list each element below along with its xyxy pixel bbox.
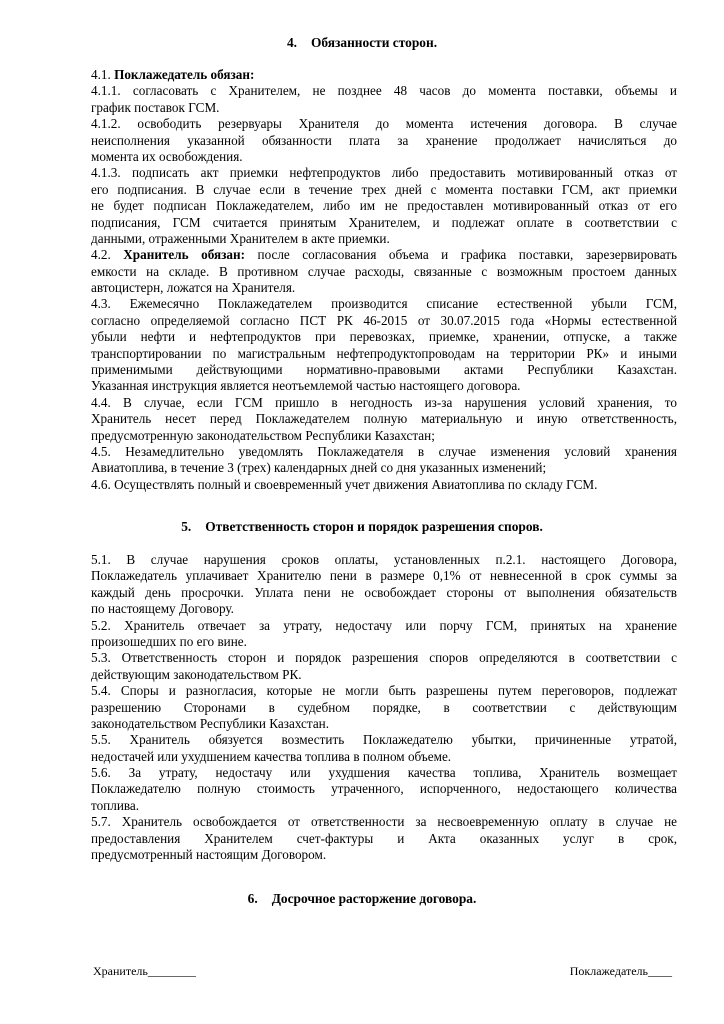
bold-term: Хранитель обязан: <box>123 247 246 263</box>
paragraph-line: топлива. <box>91 797 140 813</box>
section-title: Обязанности сторон. <box>310 35 438 50</box>
paragraph-line: 5.4. Споры и разногласия, которые не могли быть разрешены путем переговоров, подлежат <box>91 683 677 699</box>
paragraph-line: 4.1.3. подписать акт приемки нефтепродуктов либо предоставить мотивированный отказ от <box>91 165 677 181</box>
section-4-body <box>91 67 677 493</box>
paragraph-line: убыли нефти и нефтепродуктов при перевозках, приемке, хранении, отпуске, а также <box>91 329 677 345</box>
paragraph-line: 5.7. Хранитель освобождается от ответственности за несвоевременную оплату в случае не <box>91 814 677 830</box>
paragraph-line: 4.1.1. согласовать с Хранителем, не позднее 48 часов до момента поставки, объемы и <box>91 83 677 99</box>
signature-right: Поклажедатель____ <box>569 964 672 978</box>
paragraph-line: автоцистерн, ложатся на Хранителя. <box>91 280 296 296</box>
paragraph-line: каждый день просрочки. Уплата пени не освобождает стороны от выполнения обязательств <box>91 584 677 600</box>
bold-term: Поклажедатель обязан: <box>114 67 255 82</box>
paragraph-line: 4.3. Ежемесячно Поклажедателем производится списание естественной убыли ГСМ, <box>91 296 677 312</box>
paragraph-line: произошедших по его вине. <box>91 633 247 649</box>
paragraph-line: по настоящему Договору. <box>91 601 234 617</box>
paragraph-line: 5.5. Хранитель обязуется возместить Поклажедателю убытки, причиненные утратой, <box>91 732 677 748</box>
paragraph-line: 4.2. Хранитель обязан: после согласования объема и графика поставки, зарезервировать <box>91 247 677 263</box>
paragraph-line: 4.5. Незамедлительно уведомлять Поклажедателя в случае изменения условий хранения <box>91 443 677 459</box>
section-5-body <box>91 552 677 863</box>
signature-left: Хранитель________ <box>93 964 196 978</box>
paragraph-line: данными, отраженными Хранителем в акте приемки. <box>91 230 390 246</box>
section-number: 6. <box>247 891 258 906</box>
paragraph-line: график поставок ГСМ. <box>91 99 220 115</box>
paragraph-line: не будет подписан Поклажедателем, либо им не предоставлен мотивированный отказ от его <box>91 198 677 214</box>
paragraph-line: 4.6. Осуществлять полный и своевременный учет движения Авиатоплива по складу ГСМ. <box>91 476 598 492</box>
section-5-heading <box>0 518 724 535</box>
paragraph-line: 5.1. В случае нарушения сроков оплаты, установленных п.2.1. настоящего Договора, <box>91 552 677 567</box>
paragraph-line: момента их освобождения. <box>91 148 243 164</box>
paragraph-line: его подписания. В случае если в течение трех дней с момента поставки ГСМ, акт приемки <box>91 181 677 197</box>
paragraph-line: 5.6. За утрату, недостачу или ухудшения качества топлива, Хранитель возмещает <box>91 765 677 781</box>
paragraph-line: предусмотренную законодательством Республики Казахстан; <box>91 427 435 443</box>
section-4-heading <box>0 34 724 51</box>
paragraph-line: 5.2. Хранитель отвечает за утрату, недостачу или порчу ГСМ, принятых на хранение <box>91 617 677 633</box>
paragraph-line: 5.3. Ответственность сторон и порядок разрешения споров определяются в соответствии с <box>91 650 677 666</box>
paragraph-line: 4.1. Поклажедатель обязан: <box>91 67 255 82</box>
paragraph-line: неисполнения указанной обязанности плата за хранение продолжает начисляться до <box>91 132 677 148</box>
paragraph-line: предусмотренный настоящим Договором. <box>91 847 327 863</box>
section-6-heading <box>0 890 724 907</box>
paragraph-line: емкости на складе. В противном случае расходы, связанные с возможным простоем данных <box>91 263 677 279</box>
paragraph-line: Поклажедателю полную стоимость утраченного, испорченного, недостающего количества <box>91 781 677 797</box>
paragraph-line: Хранитель несет перед Поклажедателем полную материальную и иную ответственность, <box>91 411 677 427</box>
paragraph-line: транспортировании по магистральным нефтепродуктопроводам на территории РК» и иными <box>91 345 677 361</box>
paragraph-line: применимыми действующими нормативно-правовыми актами Республики Казахстан. <box>91 362 677 378</box>
paragraph-line: согласно определяемой согласно ПСТ РК 46-2015 от 30.07.2015 года «Нормы естественной <box>91 312 677 328</box>
section-title: Досрочное расторжение договора. <box>271 891 477 906</box>
paragraph-line: действующим законодательством РК. <box>91 666 302 682</box>
paragraph-line: Авиатоплива, в течение 3 (трех) календарных дней со дня указанных изменений; <box>91 460 547 476</box>
paragraph-line: Поклажедатель уплачивает Хранителю пени в размере 0,1% от невнесенной в срок суммы за <box>91 568 677 584</box>
paragraph-line: разрешению Сторонами в судебном порядке, в соответствии с действующим <box>91 699 677 715</box>
section-number: 4. <box>286 35 297 50</box>
paragraph-line: недостачей или ухудшением качества топлива в полном объеме. <box>91 748 452 764</box>
section-title: Ответственность сторон и порядок разрешения споров. <box>205 519 543 534</box>
paragraph-line: Указанная инструкция является неотъемлемой частью настоящего договора. <box>91 378 521 394</box>
paragraph-line: законодательством Республики Казахстан. <box>91 715 330 731</box>
paragraph-line: предоставления Хранителем счет-фактуры и Акта оказанных услуг в срок, <box>91 830 677 846</box>
paragraph-line: 4.4. В случае, если ГСМ пришло в негодность из-за нарушения условий хранения, то <box>91 394 677 410</box>
paragraph-line: 4.1.2. освободить резервуары Хранителя до момента истечения договора. В случае <box>91 116 677 132</box>
paragraph-line: подписания, ГСМ считается принятым Хранителем, и подлежат оплате в соответствии с <box>91 214 677 230</box>
section-number: 5. <box>181 519 192 534</box>
